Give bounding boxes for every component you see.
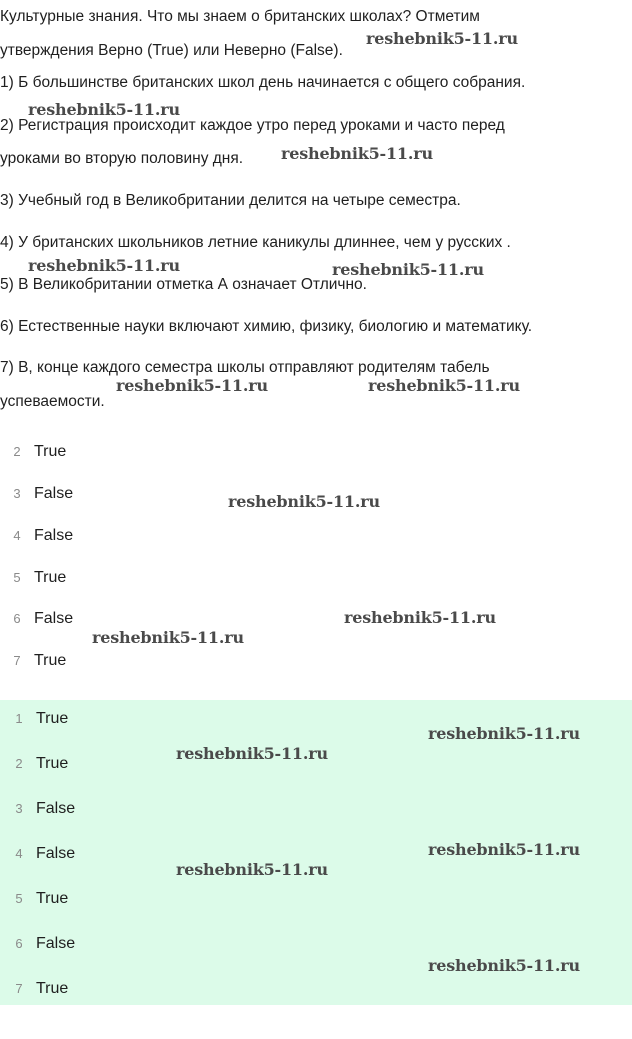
item-number: 4 [15, 846, 23, 861]
item-number: 5 [13, 570, 21, 585]
watermark: reshebnik5-11.ru [28, 100, 180, 119]
watermark: reshebnik5-11.ru [28, 256, 180, 275]
item-number: 4 [13, 528, 21, 543]
item-number: 2 [13, 444, 21, 459]
item-answer: True [36, 890, 69, 907]
list-item [8, 442, 66, 462]
statement-3: 3) Учебный год в Великобритании делится на четыре семестра. [0, 192, 461, 209]
item-number: 5 [15, 891, 23, 906]
item-answer: False [34, 485, 74, 502]
item-answer: False [36, 845, 76, 862]
list-item [10, 934, 75, 954]
watermark: reshebnik5-11.ru [92, 628, 244, 647]
watermark: reshebnik5-11.ru [176, 744, 328, 763]
watermark: reshebnik5-11.ru [368, 376, 520, 395]
item-number: 2 [15, 756, 23, 771]
item-number: 3 [15, 801, 23, 816]
watermark: reshebnik5-11.ru [332, 260, 484, 279]
statement-4: 4) У британских школьников летние каникулы длиннее, чем у русских . [0, 234, 511, 251]
watermark: reshebnik5-11.ru [428, 956, 580, 975]
watermark: reshebnik5-11.ru [428, 724, 580, 743]
list-item [10, 709, 68, 729]
watermark: reshebnik5-11.ru [176, 860, 328, 879]
list-item [8, 651, 66, 671]
list-item [10, 889, 68, 909]
list-item [10, 979, 68, 999]
list-item [10, 844, 75, 864]
item-number: 1 [15, 711, 23, 726]
watermark: reshebnik5-11.ru [344, 608, 496, 627]
item-answer: True [36, 755, 69, 772]
watermark: reshebnik5-11.ru [428, 840, 580, 859]
statement-2-line-2: уроками во вторую половину дня. [0, 150, 244, 167]
item-number: 7 [15, 981, 23, 996]
list-item [8, 484, 73, 504]
watermark: reshebnik5-11.ru [281, 144, 433, 163]
item-number: 7 [13, 653, 21, 668]
list-item [10, 754, 68, 774]
statement-7-line-1: 7) В, конце каждого семестра школы отправляют родителям табель [0, 359, 490, 376]
list-item [10, 799, 75, 819]
list-item [8, 526, 73, 546]
statement-1: 1) Б большинстве британских школ день начинается с общего собрания. [0, 74, 526, 91]
statement-6: 6) Естественные науки включают химию, физику, биологию и математику. [0, 318, 533, 335]
item-answer: False [36, 935, 76, 952]
item-answer: True [36, 710, 69, 727]
item-answer: False [34, 610, 74, 627]
item-number: 6 [13, 611, 21, 626]
watermark: reshebnik5-11.ru [228, 492, 380, 511]
item-answer: False [36, 800, 76, 817]
list-item [8, 609, 73, 629]
item-answer: False [34, 527, 74, 544]
intro-line-2: утверждения Верно (True) или Неверно (False). [0, 42, 343, 59]
statement-2-line-1: 2) Регистрация происходит каждое утро перед уроками и часто перед [0, 117, 505, 134]
list-item [8, 568, 66, 588]
statement-7-line-2: успеваемости. [0, 393, 105, 410]
item-answer: True [34, 443, 67, 460]
item-answer: True [34, 652, 67, 669]
watermark: reshebnik5-11.ru [366, 29, 518, 48]
item-answer: True [36, 980, 69, 997]
item-number: 6 [15, 936, 23, 951]
item-answer: True [34, 569, 67, 586]
statement-5: 5) В Великобритании отметка А означает Отлично. [0, 276, 367, 293]
item-number: 3 [13, 486, 21, 501]
intro-line-1: Культурные знания. Что мы знаем о британских школах? Отметим [0, 8, 480, 25]
watermark: reshebnik5-11.ru [116, 376, 268, 395]
